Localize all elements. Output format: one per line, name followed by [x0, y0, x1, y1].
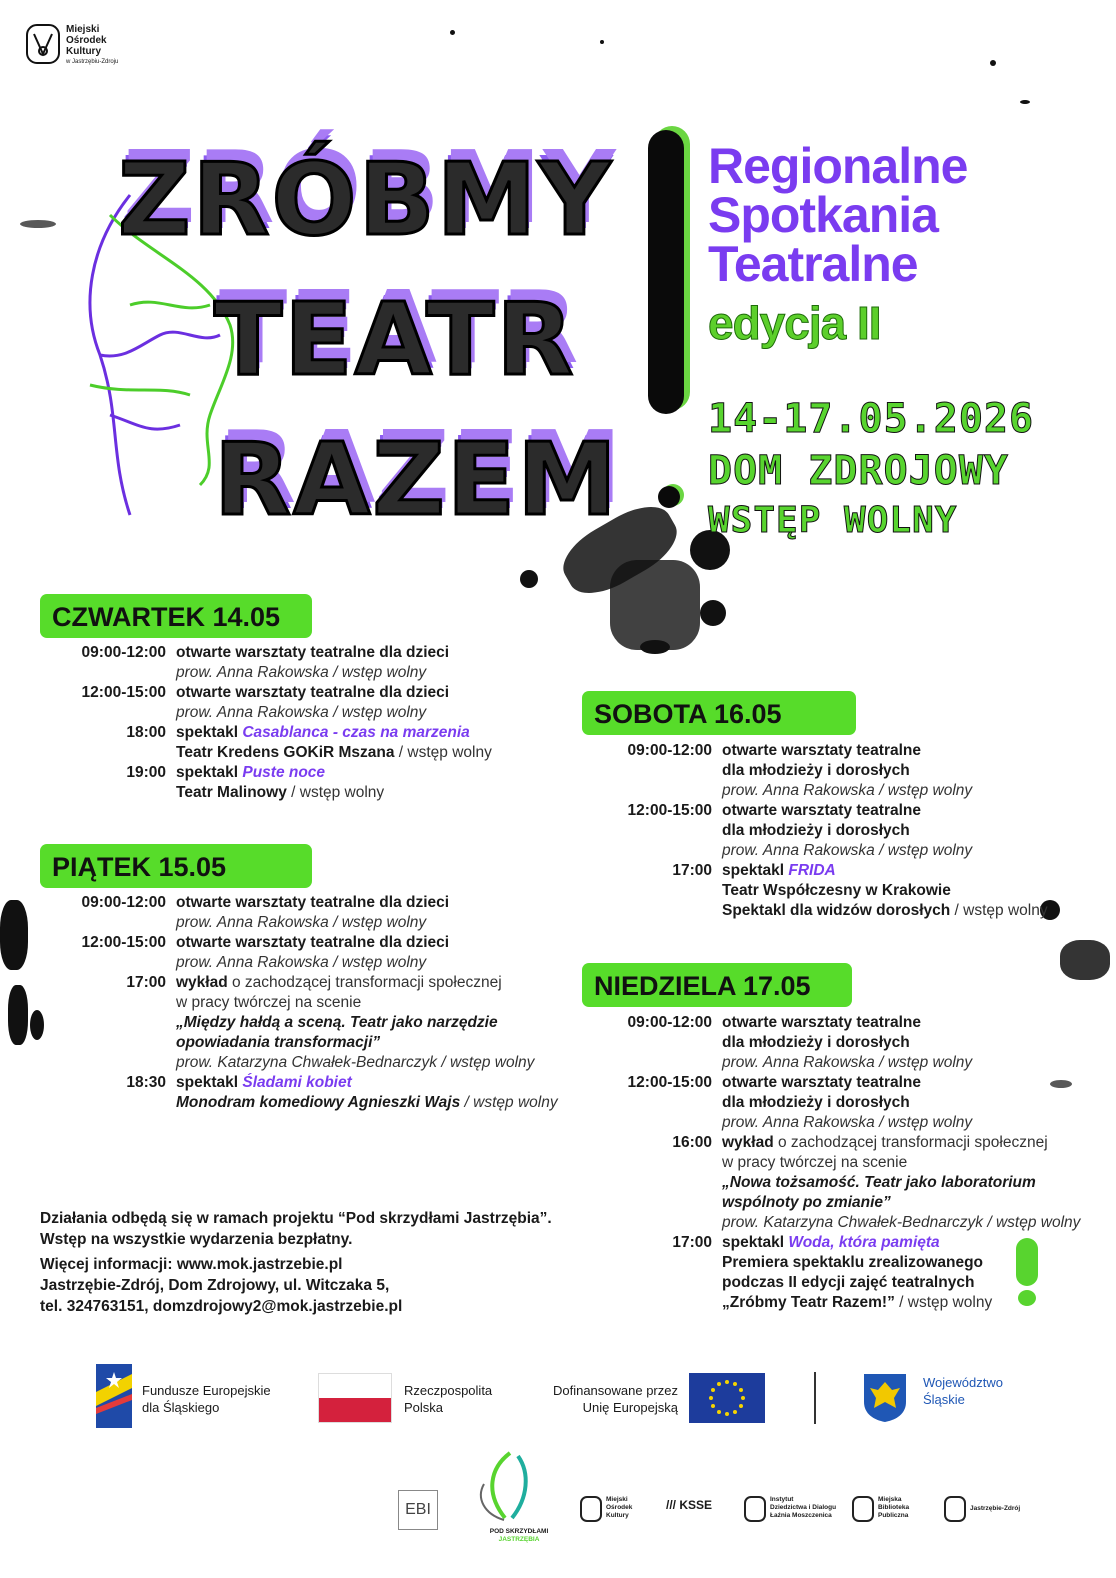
item-title: otwarte warsztaty teatralne: [722, 1074, 921, 1091]
lecture-title: wspólnoty po zmianie”: [722, 1194, 891, 1211]
item-time: 09:00-12:00: [627, 742, 712, 759]
silesia-coat-of-arms-icon: [862, 1372, 908, 1424]
schedule-item: [582, 801, 1082, 861]
title-line-3: RAZEM: [214, 421, 619, 538]
schedule-item: [40, 723, 560, 763]
item-note: prow. Anna Rakowska / wstęp wolny: [722, 842, 973, 859]
schedule-item: [40, 973, 580, 1073]
day-header-saturday: SOBOTA 16.05: [582, 691, 856, 735]
inst-label-line: Instytut: [770, 1496, 794, 1503]
lecture-topic: w pracy twórczej na scenie: [176, 994, 362, 1011]
item-title: otwarte warsztaty teatralne: [722, 802, 921, 819]
mok-footer-logo: [580, 1496, 632, 1522]
item-title: otwarte warsztaty teatralne dla dzieci: [176, 684, 450, 701]
info-line: Więcej informacji: www.mok.jastrzebie.pl: [40, 1256, 343, 1273]
item-time: 09:00-12:00: [81, 894, 166, 911]
subtitle-line: Spotkania: [708, 187, 938, 243]
lecture-title: opowiadania transformacji”: [176, 1034, 381, 1051]
inst-label-line: Dziedzictwa i Dialogu: [770, 1504, 837, 1511]
company: Teatr Malinowy: [176, 784, 287, 801]
item-time: 12:00-15:00: [81, 934, 166, 951]
day-header-thursday: CZWARTEK 14.05: [40, 594, 312, 638]
item-note: prow. Katarzyna Chwałek-Bednarczyk / wstęp wolny: [722, 1214, 1081, 1231]
schedule-saturday: [582, 741, 1082, 921]
item-note: prow. Anna Rakowska / wstęp wolny: [176, 664, 427, 681]
mok-emblem-icon: [580, 1496, 602, 1522]
item-title: dla młodzieży i dorosłych: [722, 762, 910, 779]
event-entry: WSTĘP WOLNY: [708, 500, 958, 541]
institute-logo: [744, 1496, 836, 1522]
company: Teatr Współczesny w Krakowie: [722, 882, 951, 899]
schedule-item: [582, 1133, 1092, 1233]
item-time: 19:00: [126, 764, 166, 781]
show-extra: podczas II edycji zajęć teatralnych: [722, 1274, 975, 1291]
subtitle-line: Regionalne: [708, 138, 968, 194]
rp-label-line: Polska: [404, 1400, 444, 1415]
schedule-item: [40, 893, 580, 933]
fe-label: [142, 1382, 271, 1416]
logo-line: Kultury: [66, 46, 101, 57]
title-line-2: TEATR: [214, 281, 576, 398]
city-logo: [944, 1496, 1020, 1522]
mbp-label-line: Publiczna: [878, 1512, 909, 1519]
schedule-item: [582, 1073, 1092, 1133]
subtitle: [708, 138, 968, 292]
silesia-label-line: Śląskie: [923, 1392, 965, 1407]
entry-note: / wstęp wolny: [394, 744, 492, 761]
company: Teatr Kredens GOKiR Mszana: [176, 744, 395, 761]
mbp-label-line: Miejska: [878, 1496, 902, 1503]
item-note: prow. Katarzyna Chwałek-Bednarczyk / wstęp wolny: [176, 1054, 535, 1071]
show-title: Śladami kobiet: [242, 1074, 352, 1091]
silesia-label-line: Województwo: [923, 1375, 1003, 1390]
item-note: prow. Anna Rakowska / wstęp wolny: [176, 954, 427, 971]
item-time: 18:00: [126, 724, 166, 741]
logo-subline: w Jastrzębiu-Zdroju: [66, 59, 119, 65]
fe-logo: [96, 1364, 132, 1433]
item-kind: spektakl: [176, 764, 239, 781]
logo-line: Ośrodek: [66, 35, 107, 46]
company: Monodram komediowy Agnieszki Wajs: [176, 1094, 461, 1111]
entry-note: / wstęp wolny: [950, 902, 1048, 919]
subtitle-line: Teatralne: [708, 236, 918, 292]
item-title: dla młodzieży i dorosłych: [722, 1094, 910, 1111]
lecture-topic: o zachodzącej transformacji społecznej: [773, 1134, 1048, 1151]
schedule-item: [582, 741, 1082, 801]
info-block: [40, 1208, 552, 1317]
eu-label-line: Unię Europejską: [582, 1400, 678, 1415]
lecture-topic: o zachodzącej transformacji społecznej: [227, 974, 502, 991]
entry-note: / wstęp wolny: [286, 784, 385, 801]
info-line: tel. 324763151, domzdrojowy2@mok.jastrzebie.pl: [40, 1298, 403, 1315]
item-kind: spektakl: [176, 724, 239, 741]
rp-label-line: Rzeczpospolita: [404, 1383, 493, 1398]
show-title: Casablanca - czas na marzenia: [242, 724, 470, 741]
item-time: 16:00: [672, 1134, 712, 1151]
item-note: prow. Anna Rakowska / wstęp wolny: [722, 782, 973, 799]
item-time: 09:00-12:00: [627, 1014, 712, 1031]
schedule-item: [40, 683, 560, 723]
mok-emblem-icon: [26, 24, 60, 64]
green-exclamation-dot: [1018, 1290, 1036, 1306]
schedule-item: [40, 763, 560, 803]
schedule-item: [582, 861, 1082, 921]
ksse-logo: [666, 1498, 712, 1512]
fe-label-line: dla Śląskiego: [142, 1400, 220, 1415]
exclamation-bar: [648, 130, 684, 414]
mok-label-line: Kultury: [606, 1512, 629, 1519]
item-time: 12:00-15:00: [627, 1074, 712, 1091]
item-kind: wykład: [176, 974, 228, 991]
fe-flag-icon: [96, 1364, 132, 1428]
item-time: 17:00: [672, 1234, 712, 1251]
city-emblem-icon: [944, 1496, 966, 1522]
mok-logo: [26, 24, 118, 68]
lecture-title: „Między hałdą a sceną. Teatr jako narzędzie: [176, 1014, 498, 1031]
item-time: 17:00: [126, 974, 166, 991]
show-title: Puste noce: [242, 764, 326, 781]
item-note: prow. Anna Rakowska / wstęp wolny: [722, 1054, 973, 1071]
title-line-1: ZRÓBMY: [118, 141, 613, 258]
item-note: prow. Anna Rakowska / wstęp wolny: [176, 914, 427, 931]
show-extra: Spektakl dla widzów dorosłych: [722, 902, 951, 919]
fe-label-line: Fundusze Europejskie: [142, 1383, 271, 1398]
ksse-label: KSSE: [679, 1498, 713, 1512]
schedule-item: [40, 933, 580, 973]
mok-label-line: Ośrodek: [606, 1504, 633, 1511]
event-place: DOM ZDROJOWY: [708, 448, 1009, 494]
item-title: otwarte warsztaty teatralne: [722, 742, 921, 759]
info-line: Jastrzębie-Zdrój, Dom Zdrojowy, ul. Witczaka 5,: [40, 1277, 390, 1294]
edition-label: edycja II: [708, 297, 881, 349]
item-kind: spektakl: [176, 1074, 239, 1091]
lecture-title: „Nowa tożsamość. Teatr jako laboratorium: [722, 1174, 1036, 1191]
item-time: 12:00-15:00: [627, 802, 712, 819]
schedule-item: [40, 1073, 580, 1113]
item-note: prow. Anna Rakowska / wstęp wolny: [176, 704, 427, 721]
divider: [814, 1372, 816, 1424]
item-time: 17:00: [672, 862, 712, 879]
lecture-topic: w pracy twórczej na scenie: [722, 1154, 908, 1171]
city-label: Jastrzębie-Zdrój: [970, 1505, 1021, 1512]
pod-label-line: JASTRZĘBIA: [498, 1536, 540, 1543]
item-title: otwarte warsztaty teatralne dla dzieci: [176, 934, 450, 951]
item-time: 12:00-15:00: [81, 684, 166, 701]
show-extra: „Zróbmy Teatr Razem!”: [722, 1294, 895, 1311]
event-date: 14-17.05.2026: [708, 396, 1035, 442]
info-line: Działania odbędą się w ramach projektu “Pod skrzydłami Jastrzębia”.: [40, 1210, 552, 1227]
pod-skrzydlami-logo-icon: [470, 1448, 550, 1528]
show-title: Woda, która pamięta: [788, 1234, 940, 1251]
institute-emblem-icon: [744, 1496, 766, 1522]
pod-label-line: POD SKRZYDŁAMI: [489, 1528, 549, 1535]
item-time: 09:00-12:00: [81, 644, 166, 661]
item-kind: spektakl: [722, 1234, 785, 1251]
info-line: Wstęp na wszystkie wydarzenia bezpłatny.: [40, 1231, 353, 1248]
item-kind: spektakl: [722, 862, 785, 879]
mok-label-line: Miejski: [606, 1496, 628, 1503]
schedule-item: [40, 643, 560, 683]
exclamation-dot: [658, 486, 680, 508]
eu-flag-icon: [689, 1373, 765, 1423]
schedule-thursday: [40, 643, 560, 803]
item-title: otwarte warsztaty teatralne dla dzieci: [176, 894, 450, 911]
inst-label-line: Łaźnia Moszczenica: [770, 1512, 832, 1519]
item-kind: wykład: [722, 1134, 774, 1151]
polish-flag-icon: [318, 1373, 392, 1423]
library-emblem-icon: [852, 1496, 874, 1522]
ebi-logo: EBI: [398, 1490, 438, 1530]
item-title: otwarte warsztaty teatralne dla dzieci: [176, 644, 450, 661]
item-time: 18:30: [126, 1074, 166, 1091]
day-header-friday: PIĄTEK 15.05: [40, 844, 312, 888]
rp-label: [404, 1382, 492, 1416]
day-header-sunday: NIEDZIELA 17.05: [582, 963, 852, 1007]
item-title: dla młodzieży i dorosłych: [722, 1034, 910, 1051]
show-title: FRIDA: [788, 862, 836, 879]
ksse-mark-icon: ///: [666, 1498, 677, 1512]
mbp-label-line: Biblioteka: [878, 1504, 910, 1511]
pod-skrzydlami-label: [484, 1528, 554, 1544]
schedule-item: [582, 1013, 1092, 1073]
eu-label-line: Dofinansowane przez: [552, 1383, 678, 1398]
item-title: otwarte warsztaty teatralne: [722, 1014, 921, 1031]
entry-note: / wstęp wolny: [460, 1094, 558, 1111]
green-exclamation-bar: [1016, 1238, 1038, 1286]
library-logo: [852, 1496, 909, 1522]
schedule-friday: [40, 893, 580, 1113]
item-title: dla młodzieży i dorosłych: [722, 822, 910, 839]
eu-label: [520, 1382, 678, 1416]
logo-line: Miejski: [66, 24, 100, 35]
show-extra: Premiera spektaklu zrealizowanego: [722, 1254, 984, 1271]
silesia-label: [923, 1374, 1003, 1408]
entry-note: / wstęp wolny: [894, 1294, 993, 1311]
item-note: prow. Anna Rakowska / wstęp wolny: [722, 1114, 973, 1131]
